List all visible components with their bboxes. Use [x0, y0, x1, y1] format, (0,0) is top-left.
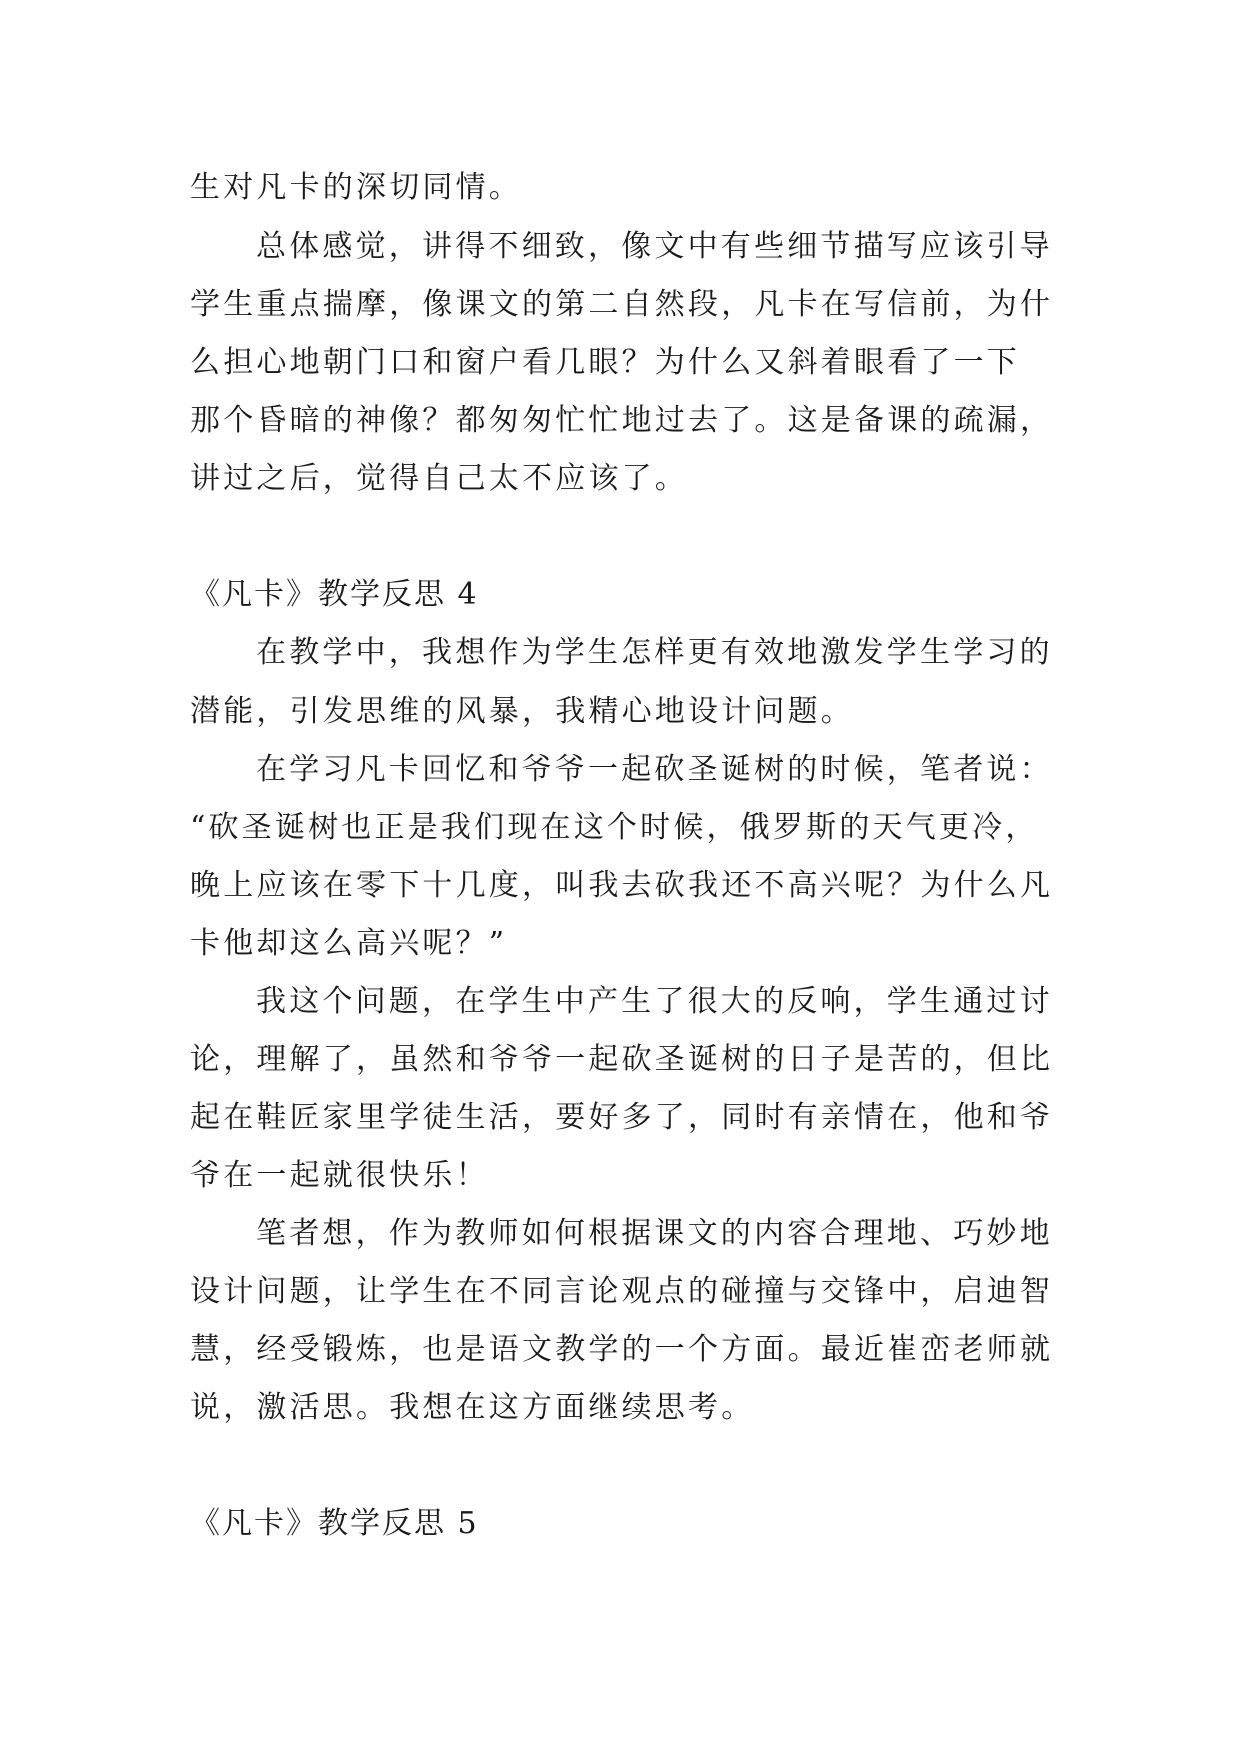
paragraph-line: 总体感觉，讲得不细致，像文中有些细节描写应该引导	[256, 229, 1053, 264]
paragraph-line: 那个昏暗的神像？都匆匆忙忙地过去了。这是备课的疏漏，	[190, 403, 1054, 438]
paragraph-line: 说，激活思。我想在这方面继续思考。	[190, 1390, 755, 1425]
paragraph-line: 笔者想，作为教师如何根据课文的内容合理地、巧妙地	[256, 1216, 1053, 1251]
section-heading: 《凡卡》教学反思 5	[190, 1506, 479, 1541]
paragraph-line: 起在鞋匠家里学徒生活，要好多了，同时有亲情在，他和爷	[190, 1100, 1054, 1135]
paragraph-line: 晚上应该在零下十几度，叫我去砍我还不高兴呢？为什么凡	[190, 868, 1054, 903]
paragraph-line: 慧，经受锻炼，也是语文教学的一个方面。最近崔峦老师就	[190, 1332, 1054, 1367]
paragraph-line: 爷在一起就很快乐！	[190, 1158, 489, 1193]
paragraph-line: 潜能，引发思维的风暴，我精心地设计问题。	[190, 694, 854, 729]
paragraph-line: 卡他却这么高兴呢？”	[190, 926, 508, 961]
section-heading: 《凡卡》教学反思 4	[190, 577, 479, 612]
paragraph-line: “砍圣诞树也正是我们现在这个时候，俄罗斯的天气更冷，	[190, 810, 1039, 845]
paragraph-line: 设计问题，让学生在不同言论观点的碰撞与交锋中，启迪智	[190, 1274, 1054, 1309]
paragraph-line: 么担心地朝门口和窗户看几眼？为什么又斜着眼看了一下	[190, 345, 1020, 380]
paragraph-line: 我这个问题，在学生中产生了很大的反响，学生通过讨	[256, 984, 1053, 1019]
paragraph-line: 学生重点揣摩，像课文的第二自然段，凡卡在写信前，为什	[190, 287, 1054, 322]
paragraph-line: 讲过之后，觉得自己太不应该了。	[190, 461, 688, 496]
paragraph-line: 在学习凡卡回忆和爷爷一起砍圣诞树的时候，笔者说：	[256, 752, 1053, 787]
paragraph-line: 论，理解了，虽然和爷爷一起砍圣诞树的日子是苦的，但比	[190, 1042, 1054, 1077]
paragraph-line: 生对凡卡的深切同情。	[190, 170, 522, 205]
paragraph-line: 在教学中，我想作为学生怎样更有效地激发学生学习的	[256, 635, 1053, 670]
